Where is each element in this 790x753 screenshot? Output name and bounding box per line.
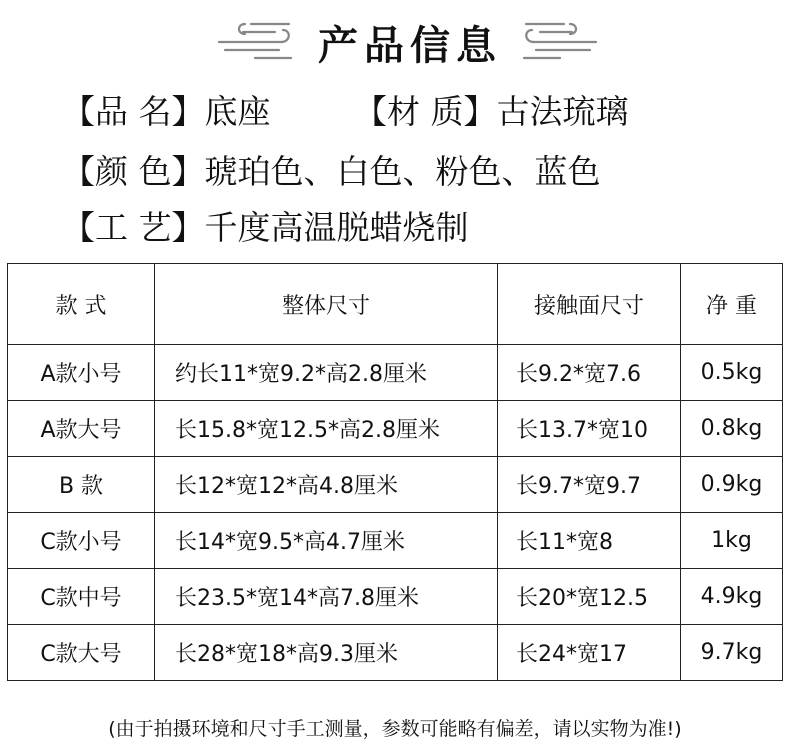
table-row [8,625,783,681]
cell-weight: 0.5kg [681,345,783,401]
page-title: 产品信息 [318,22,502,69]
cell-overall-size: 长14*宽9.5*高4.7厘米 [155,513,498,569]
cell-contact-size: 长9.7*宽9.7 [498,457,681,513]
cloud-ornament-left-icon [215,18,295,62]
cell-contact-size: 长11*宽8 [498,513,681,569]
cell-contact-size: 长20*宽12.5 [498,569,681,625]
color-label: 【颜 色】 [62,152,205,191]
material-value: 古法琉璃 [496,92,629,131]
info-line-name-material [62,86,629,133]
material-label: 【材 质】 [354,92,497,131]
cell-style: C款小号 [8,513,155,569]
spec-table [7,263,783,681]
cell-overall-size: 约长11*宽9.2*高2.8厘米 [155,345,498,401]
cloud-ornament-right-icon [520,18,600,62]
cell-weight: 9.7kg [681,625,783,681]
header-style: 款 式 [8,264,155,345]
cell-overall-size: 长23.5*宽14*高7.8厘米 [155,569,498,625]
craft-value: 千度高温脱蜡烧制 [204,208,469,247]
material-group [354,86,629,133]
table-row [8,513,783,569]
craft-label: 【工 艺】 [62,208,205,247]
table-header-row [8,264,783,345]
cell-style: C款大号 [8,625,155,681]
cell-style: C款中号 [8,569,155,625]
cell-style: A款大号 [8,401,155,457]
info-line-craft [62,202,469,249]
table-row [8,401,783,457]
header-net-weight: 净 重 [681,264,783,345]
measurement-disclaimer: (由于拍摄环境和尺寸手工测量，参数可能略有偏差，请以实物为准!) [108,718,682,740]
table-row [8,457,783,513]
cell-weight: 0.9kg [681,457,783,513]
cell-style: B 款 [8,457,155,513]
cell-contact-size: 长24*宽17 [498,625,681,681]
info-line-color [62,146,601,193]
header-overall-size: 整体尺寸 [155,264,498,345]
cell-weight: 0.8kg [681,401,783,457]
name-value: 底座 [204,92,271,131]
cell-weight: 4.9kg [681,569,783,625]
cell-weight: 1kg [681,513,783,569]
table-row [8,569,783,625]
header-contact-size: 接触面尺寸 [498,264,681,345]
cell-style: A款小号 [8,345,155,401]
color-value: 琥珀色、白色、粉色、蓝色 [204,152,601,191]
table-row [8,345,783,401]
name-label: 【品 名】 [62,92,205,131]
title-row [0,8,790,70]
cell-overall-size: 长12*宽12*高4.8厘米 [155,457,498,513]
cell-overall-size: 长28*宽18*高9.3厘米 [155,625,498,681]
cell-contact-size: 长13.7*宽10 [498,401,681,457]
cell-contact-size: 长9.2*宽7.6 [498,345,681,401]
cell-overall-size: 长15.8*宽12.5*高2.8厘米 [155,401,498,457]
